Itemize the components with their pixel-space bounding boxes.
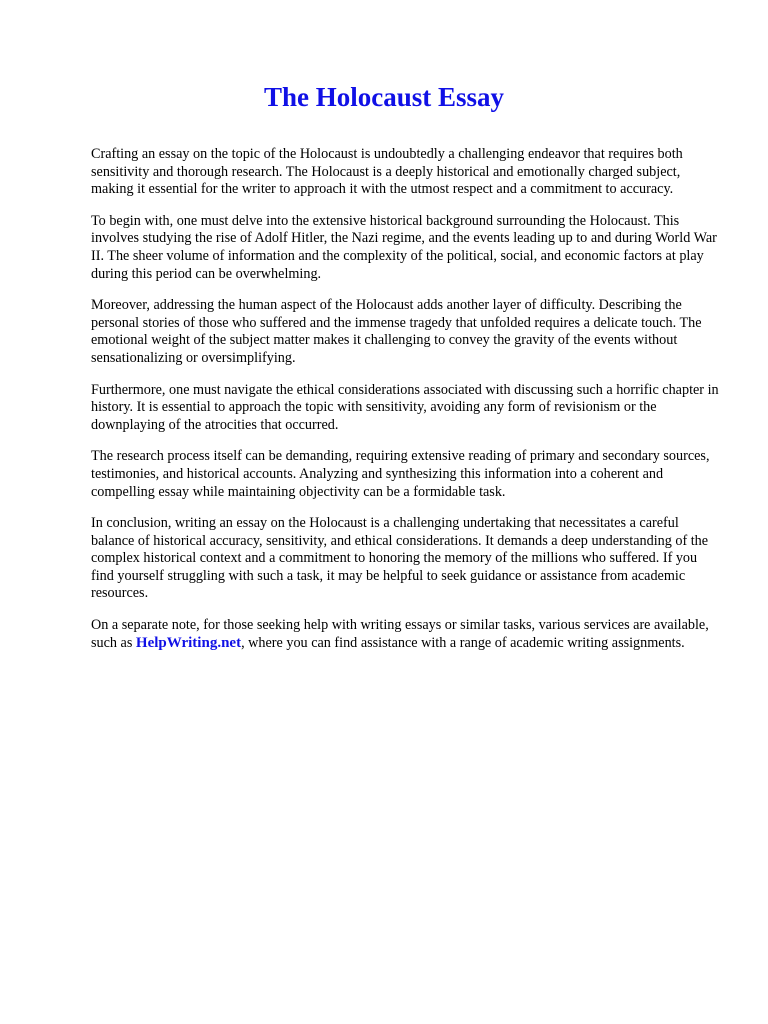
paragraph-intro: Crafting an essay on the topic of the Holocaust is undoubtedly a challenging endeavor that requires both sensitivity and thorough research. The Holocaust is a deeply historical and emotionally charged subject, making it essential for the writer to approach it with the utmost respect and a commitment to accuracy. xyxy=(91,146,683,198)
paragraph-historical-background: To begin with, one must delve into the extensive historical background surrounding the Holocaust. This involves studying the rise of Adolf Hitler, the Nazi regime, and the events leading up to and during World War II. The sheer volume of information and the complexity of the political, social, and economic factors at play during this period can be overwhelming. xyxy=(91,212,717,282)
note-text-before-link: On a separate note, for those seeking help with writing essays or similar tasks, various services are available, such as xyxy=(91,617,709,651)
paragraph-conclusion: In conclusion, writing an essay on the Holocaust is a challenging undertaking that necessitates a careful balance of historical accuracy, sensitivity, and ethical considerations. It demands a deep understanding of the complex historical context and a commitment to honoring the memory of the millions who suffered. If you find yourself struggling with such a task, it may be helpful to seek guidance or assistance from academic resources. xyxy=(91,515,709,602)
paragraph-separate-note xyxy=(91,617,723,652)
paragraph-ethical-considerations: Furthermore, one must navigate the ethical considerations associated with discussing such a horrific chapter in history. It is essential to approach the topic with sensitivity, avoiding any form of revisionism or the downplaying of the atrocities that occurred. xyxy=(91,381,719,433)
note-text-after-link: , where you can find assistance with a range of academic writing assignments. xyxy=(241,634,685,651)
paragraph-human-aspect: Moreover, addressing the human aspect of the Holocaust adds another layer of difficulty. Describing the personal stories of those who suffered and the immense tragedy that unfolded requires a delicate touch. The emotional weight of the subject matter makes it challenging to convey the gravity of the events without sensationalizing or oversimplifying. xyxy=(91,297,702,366)
helpwriting-link[interactable]: HelpWriting.net xyxy=(135,634,242,651)
document-body xyxy=(91,146,723,666)
paragraph-research-process: The research process itself can be demanding, requiring extensive reading of primary and secondary sources, testimonies, and historical accounts. Analyzing and synthesizing this information into a coherent and compelling essay while maintaining objectivity can be a formidable task. xyxy=(91,448,710,500)
document-title: The Holocaust Essay xyxy=(263,82,505,112)
